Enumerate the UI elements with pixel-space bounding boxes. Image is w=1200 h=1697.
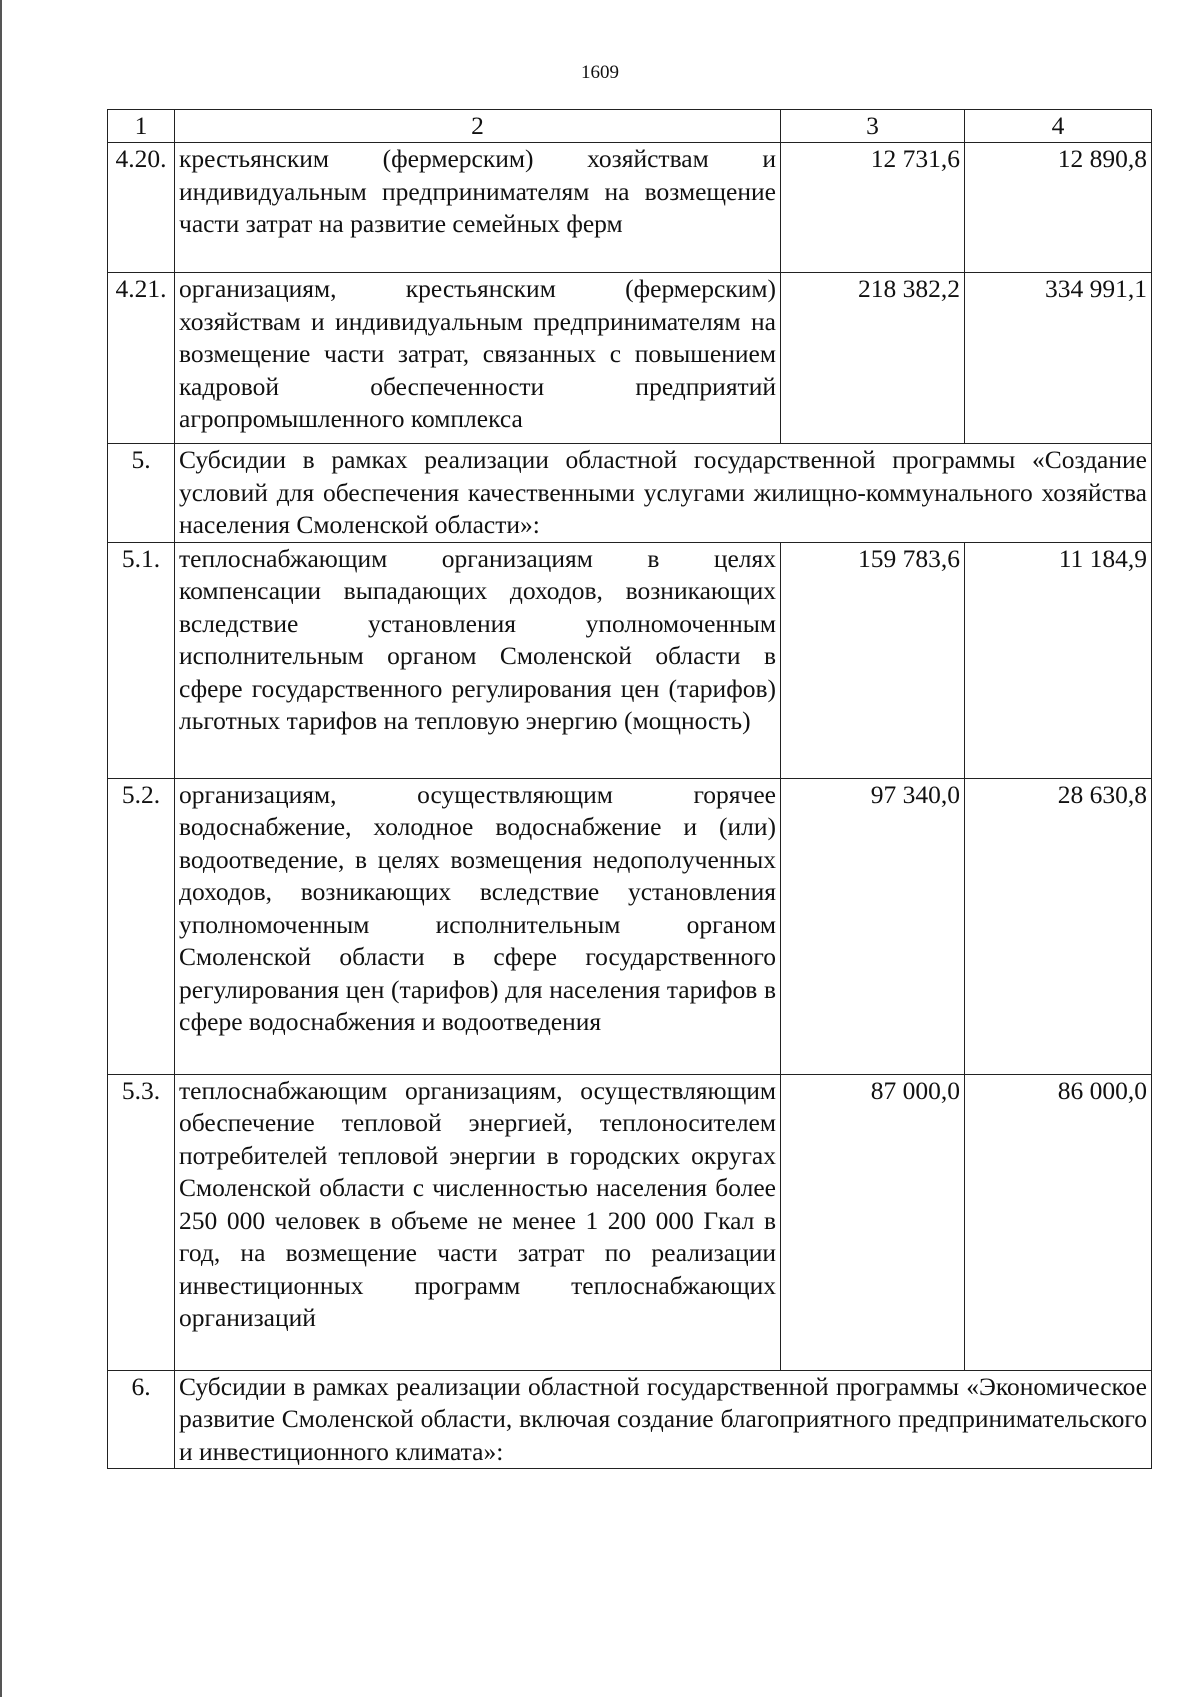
row-description: крестьянским (фермерским) хозяйствам и индивидуальным предпринимателям на возмещение части затрат на развитие семейных ферм xyxy=(175,143,781,273)
section-title: Субсидии в рамках реализации областной государственной программы «Создание условий для обеспечения качественными услугами жилищно-коммунального хозяйства населения Смоленской области»: xyxy=(175,444,1152,543)
section-number: 5. xyxy=(108,444,175,543)
row-value-col4: 334 991,1 xyxy=(965,273,1152,444)
scan-edge-line xyxy=(0,0,2,1697)
section-row xyxy=(108,1370,1152,1469)
table-row xyxy=(108,778,1152,1074)
row-value-col3: 159 783,6 xyxy=(781,542,965,778)
header-cell-2: 2 xyxy=(175,110,781,143)
row-value-col3: 87 000,0 xyxy=(781,1074,965,1370)
row-value-col3: 12 731,6 xyxy=(781,143,965,273)
row-value-col4: 12 890,8 xyxy=(965,143,1152,273)
row-value-col4: 11 184,9 xyxy=(965,542,1152,778)
section-number: 6. xyxy=(108,1370,175,1469)
section-title: Субсидии в рамках реализации областной государственной программы «Экономическое развитие Смоленской области, включая создание благоприятного предпринимательского и инвестиционного климата»: xyxy=(175,1370,1152,1469)
row-number: 4.21. xyxy=(108,273,175,444)
row-value-col3: 97 340,0 xyxy=(781,778,965,1074)
row-number: 5.3. xyxy=(108,1074,175,1370)
table-row xyxy=(108,542,1152,778)
row-number: 5.2. xyxy=(108,778,175,1074)
row-description: теплоснабжающим организациям, осуществляющим обеспечение тепловой энергией, теплоносителем потребителей тепловой энергии в городских округах Смоленской области с численностью населения более 250 000 человек в объеме не менее 1 200 000 Гкал в год, на возмещение части затрат по реализации инвестиционных программ теплоснабжающих организаций xyxy=(175,1074,781,1370)
row-value-col4: 28 630,8 xyxy=(965,778,1152,1074)
header-cell-3: 3 xyxy=(781,110,965,143)
row-number: 5.1. xyxy=(108,542,175,778)
table-header-row xyxy=(108,110,1152,143)
row-description: теплоснабжающим организациям в целях компенсации выпадающих доходов, возникающих вследствие установления уполномоченным исполнительным органом Смоленской области в сфере государственного регулирования цен (тарифов) льготных тарифов на тепловую энергию (мощность) xyxy=(175,542,781,778)
row-value-col3: 218 382,2 xyxy=(781,273,965,444)
row-number: 4.20. xyxy=(108,143,175,273)
table-row xyxy=(108,273,1152,444)
header-cell-4: 4 xyxy=(965,110,1152,143)
header-cell-1: 1 xyxy=(108,110,175,143)
row-description: организациям, крестьянским (фермерским) хозяйствам и индивидуальным предпринимателям на возмещение части затрат, связанных с повышением кадровой обеспеченности предприятий агропромышленного комплекса xyxy=(175,273,781,444)
section-row xyxy=(108,444,1152,543)
table-row xyxy=(108,143,1152,273)
row-value-col4: 86 000,0 xyxy=(965,1074,1152,1370)
row-description: организациям, осуществляющим горячее водоснабжение, холодное водоснабжение и (или) водоотведение, в целях возмещения недополученных доходов, возникающих вследствие установления уполномоченным исполнительным органом Смоленской области в сфере государственного регулирования цен (тарифов) для населения тарифов в сфере водоснабжения и водоотведения xyxy=(175,778,781,1074)
page-number: 1609 xyxy=(581,62,619,83)
budget-table xyxy=(107,109,1152,1469)
table-row xyxy=(108,1074,1152,1370)
